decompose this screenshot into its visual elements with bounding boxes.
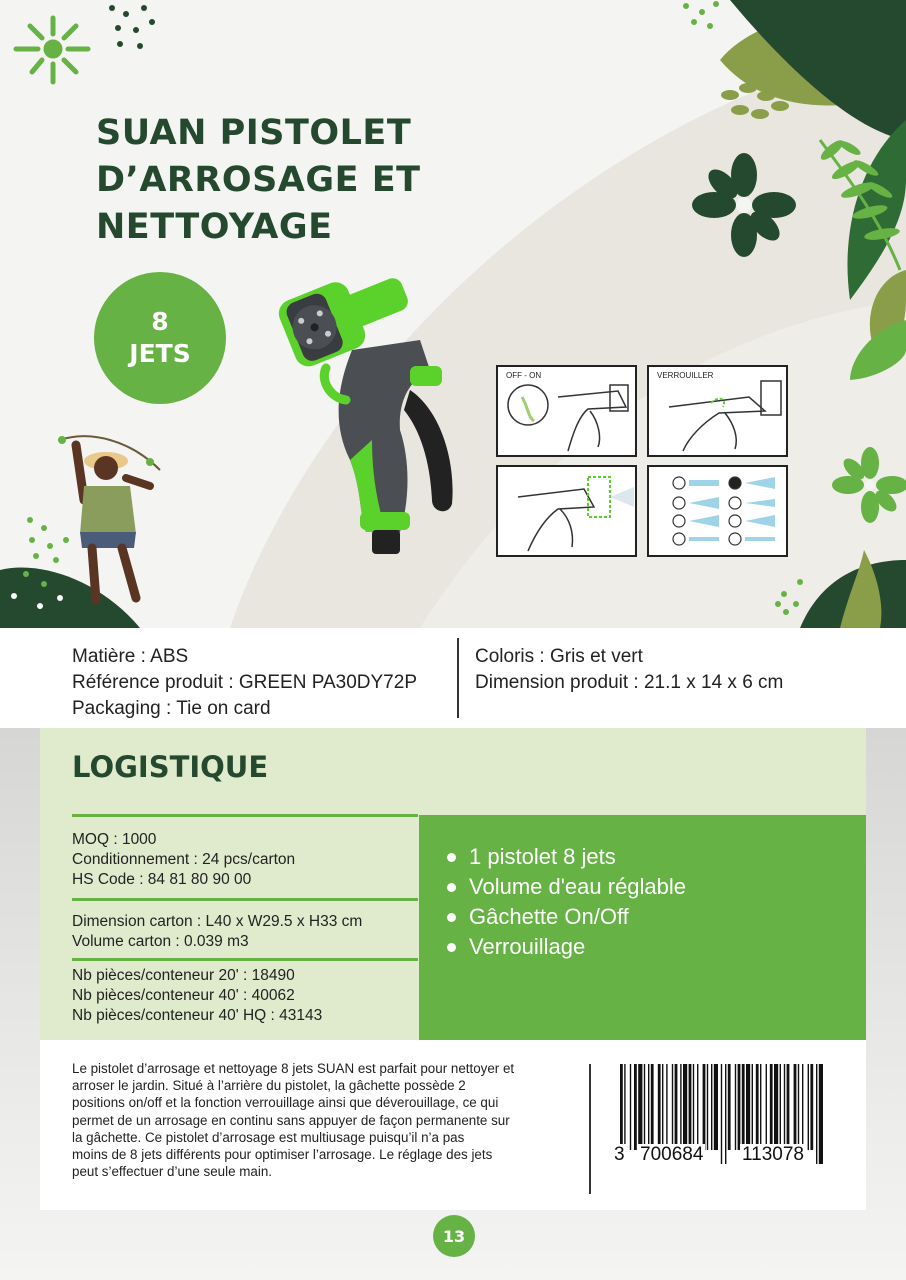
adjust-diagram xyxy=(498,467,635,555)
badge-number: 8 xyxy=(151,307,169,336)
description-divider xyxy=(589,1064,591,1194)
barcode-first-digit: 3 xyxy=(614,1144,625,1165)
logistics-line: Dimension carton : L40 x W29.5 x H33 cm xyxy=(72,913,363,930)
description-line: arroser le jardin. Situé à l’arrière du pistolet, la gâchette possède 2 xyxy=(72,1078,466,1094)
product-title xyxy=(96,110,421,251)
features-box xyxy=(419,815,866,1040)
instruction-panel-lock xyxy=(647,365,788,457)
description-line: moins de 8 jets différents pour optimiser l’arrosage. Le réglage des jets xyxy=(72,1147,493,1163)
divider-line xyxy=(72,958,418,961)
bullet-icon xyxy=(447,883,456,892)
page-number: 13 xyxy=(433,1215,475,1257)
specs-right-column xyxy=(475,644,783,696)
title-line: D’ARROSAGE ET xyxy=(96,160,421,200)
logistics-line: Nb pièces/conteneur 40' HQ : 43143 xyxy=(72,1007,323,1024)
logistics-line: MOQ : 1000 xyxy=(72,831,157,848)
specs-left-column xyxy=(72,644,417,722)
logistics-block-moq xyxy=(72,830,295,890)
instruction-panel-jets xyxy=(647,465,788,557)
divider-line xyxy=(72,898,418,901)
description-line: peut s’effectuer d’une seule main. xyxy=(72,1164,272,1180)
specs-section xyxy=(0,628,906,728)
logistics-line: Volume carton : 0.039 m3 xyxy=(72,933,249,950)
panel-label: VERROUILLER xyxy=(657,371,714,380)
sun-icon xyxy=(16,18,88,82)
description-section xyxy=(40,1040,866,1210)
dark-plant-bl xyxy=(0,567,140,628)
description-line: positions on/off et la fonction verrouillage ainsi que déverouillage, ce qui xyxy=(72,1095,499,1111)
on-off-diagram xyxy=(498,367,635,455)
spec-dimension: Dimension produit : 21.1 x 14 x 6 cm xyxy=(475,672,784,693)
logistics-block-carton xyxy=(72,912,362,952)
title-line: NETTOYAGE xyxy=(96,207,333,247)
description-line: permet de un arrosage en continu sans appuyer de façon permanente sur xyxy=(72,1112,510,1128)
lock-diagram xyxy=(649,367,786,455)
features-list xyxy=(447,842,686,962)
feature-item xyxy=(447,932,686,962)
description-text xyxy=(72,1060,572,1180)
bullet-icon xyxy=(447,853,456,862)
bullet-icon xyxy=(447,943,456,952)
feature-text: Gâchette On/Off xyxy=(469,904,629,929)
spec-color: Coloris : Gris et vert xyxy=(475,646,643,667)
instruction-panel-on-off xyxy=(496,365,637,457)
logistics-section xyxy=(40,728,866,1040)
jets-badge xyxy=(94,272,226,404)
divider-line xyxy=(72,814,418,817)
badge-label: JETS xyxy=(129,339,191,368)
feature-item xyxy=(447,902,686,932)
feature-item xyxy=(447,842,686,872)
logistics-line: HS Code : 84 81 80 90 00 xyxy=(72,871,252,888)
feature-text: Volume d'eau réglable xyxy=(469,874,687,899)
barcode-group-1: 700684 xyxy=(640,1144,704,1165)
panel-label: OFF - ON xyxy=(506,371,542,380)
spec-reference: Référence produit : GREEN PA30DY72P xyxy=(72,672,417,693)
jet-patterns-diagram xyxy=(649,467,786,555)
logistics-heading: LOGISTIQUE xyxy=(72,750,269,784)
logistics-line: Nb pièces/conteneur 40' : 40062 xyxy=(72,987,295,1004)
logistics-line: Conditionnement : 24 pcs/carton xyxy=(72,851,296,868)
logistics-line: Nb pièces/conteneur 20' : 18490 xyxy=(72,967,295,984)
instruction-panel-adjust xyxy=(496,465,637,557)
description-line: la gâchette. Ce pistolet d’arrosage est multiusage puisqu’il n’a pas xyxy=(72,1129,465,1145)
description-line: Le pistolet d’arrosage et nettoyage 8 jets SUAN est parfait pour nettoyer et xyxy=(72,1061,515,1076)
gardener-illustration xyxy=(58,436,160,600)
hero-section xyxy=(0,0,906,628)
specs-divider xyxy=(457,638,459,718)
spec-material: Matière : ABS xyxy=(72,646,189,667)
title-line: SUAN PISTOLET xyxy=(96,113,412,153)
logistics-block-container xyxy=(72,966,322,1026)
spec-packaging: Packaging : Tie on card xyxy=(72,698,271,719)
decor-dots-right xyxy=(683,1,719,29)
decor-dots-top xyxy=(109,5,155,49)
feature-text: Verrouillage xyxy=(469,934,586,959)
bullet-icon xyxy=(447,913,456,922)
feature-text: 1 pistolet 8 jets xyxy=(469,844,616,869)
feature-item xyxy=(447,872,686,902)
barcode-group-2: 113078 xyxy=(742,1144,804,1165)
